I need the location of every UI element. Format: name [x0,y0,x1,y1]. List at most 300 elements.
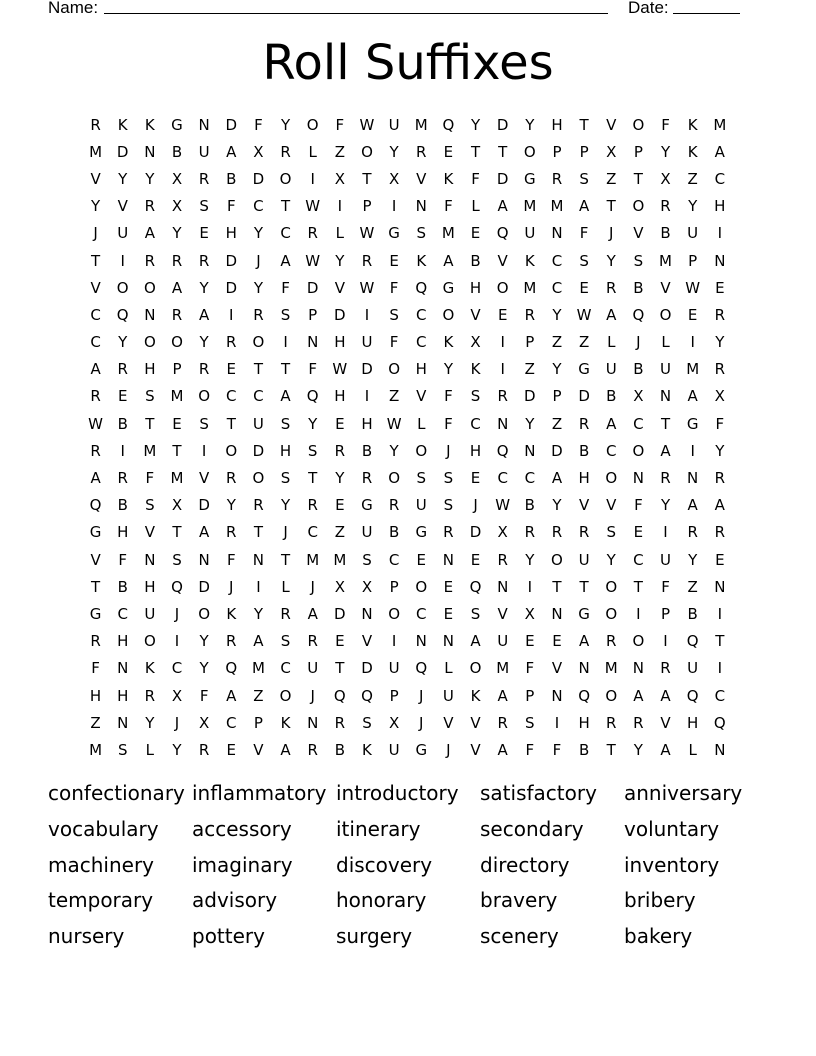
grid-letter: Y [389,142,399,161]
grid-letter: A [443,251,454,270]
grid-letter: K [144,115,155,134]
grid-letter: N [117,659,129,678]
grid-letter: X [334,577,345,596]
grid-letter: I [690,441,695,460]
grid-letter: S [117,740,128,759]
grid-letter: T [470,142,481,161]
grid-letter: V [199,469,210,488]
grid-letter: O [551,550,563,569]
grid-letter: A [606,305,617,324]
grid-letter: A [714,142,725,161]
grid-letter: R [660,197,671,216]
grid-letter: B [606,387,617,406]
grid-letter: J [446,441,451,460]
grid-letter: R [144,251,156,270]
grid-letter: R [334,713,346,732]
grid-letter: S [606,523,616,542]
grid-letter: E [226,360,237,379]
grid-letter: O [496,278,509,297]
grid-letter: T [606,740,616,759]
grid-letter: O [143,632,156,651]
grid-letter: K [687,142,698,161]
grid-letter: O [252,333,265,352]
grid-letter: P [308,305,318,324]
grid-letter: M [659,251,672,270]
grid-letter: C [551,251,563,270]
grid-letter: M [89,740,103,759]
grid-letter: R [443,523,454,542]
grid-letter: E [172,414,182,433]
grid-letter: Y [280,496,291,515]
grid-letter: Y [715,441,725,460]
grid-letter: X [171,496,183,515]
grid-letter: Q [496,224,509,243]
grid-letter: N [497,577,509,596]
grid-letter: Z [90,713,101,732]
grid-letter: T [145,414,155,433]
grid-letter: A [606,414,617,433]
grid-letter: A [578,197,590,216]
grid-letter: X [388,713,400,732]
word-bank [48,776,788,955]
grid-letter: A [90,360,101,379]
grid-letter: Y [525,550,535,569]
grid-letter: V [253,740,264,759]
grid-letter: R [606,278,617,297]
grid-letter: C [117,604,128,623]
grid-letter: Z [388,387,400,406]
word-bank-item: anniversary [624,781,743,805]
grid-letter: S [443,469,454,488]
grid-letter: R [361,469,373,488]
grid-letter: R [660,659,671,678]
grid-letter: P [389,577,399,596]
grid-letter: E [443,142,454,161]
grid-letter: H [469,441,482,460]
grid-letter: A [280,740,291,759]
grid-letter: F [715,414,725,433]
grid-letter: A [144,224,155,243]
grid-letter: F [91,659,100,678]
grid-letter: N [252,550,265,569]
grid-letter: U [660,550,672,569]
grid-letter: A [497,686,508,705]
grid-letter: E [443,577,454,596]
grid-letter: X [388,169,400,188]
grid-letter: A [470,632,481,651]
grid-letter: N [714,740,726,759]
grid-letter: T [90,577,101,596]
grid-letter: V [606,115,617,134]
word-bank-item: imaginary [192,852,293,877]
grid-letter: M [713,115,727,134]
grid-letter: J [93,224,98,243]
grid-letter: S [470,604,481,623]
grid-letter: A [253,632,264,651]
grid-letter: S [525,713,535,732]
grid-letter: G [524,169,536,188]
grid-letter: A [497,740,508,759]
grid-letter: N [497,414,509,433]
grid-letter: V [606,496,617,515]
grid-letter: S [280,305,291,324]
grid-letter: Y [715,333,725,352]
grid-letter: S [362,713,372,732]
grid-letter: C [171,659,183,678]
grid-letter: E [389,251,399,270]
grid-letter: W [359,115,375,134]
grid-letter: Q [306,387,319,406]
grid-letter: T [633,577,643,596]
grid-letter: Y [118,169,128,188]
grid-letter: O [605,604,618,623]
grid-letter: N [307,333,319,352]
grid-letter: I [337,197,343,216]
grid-letter: E [199,224,209,243]
grid-letter: L [471,197,480,216]
grid-letter: T [226,414,236,433]
word-bank-item: inflammatory [192,781,327,805]
grid-letter: Y [253,224,263,243]
grid-letter: F [308,360,318,379]
grid-letter: R [578,414,590,433]
grid-letter: U [388,740,400,759]
grid-letter: R [416,142,427,161]
grid-letter: N [144,305,156,324]
grid-letter: N [578,659,590,678]
grid-letter: D [551,441,563,460]
grid-letter: Y [660,142,671,161]
grid-letter: N [632,659,644,678]
grid-letter: F [118,550,128,569]
grid-letter: N [551,604,563,623]
grid-letter: O [632,197,645,216]
grid-letter: P [661,604,671,623]
grid-letter: Y [226,496,236,515]
grid-letter: I [527,577,533,596]
grid-letter: X [253,142,264,161]
grid-letter: U [198,142,210,161]
grid-letter: W [386,414,402,433]
grid-letter: T [280,550,291,569]
grid-letter: Q [415,659,428,678]
grid-letter: D [252,169,265,188]
grid-letter: H [117,686,129,705]
grid-letter: H [225,224,237,243]
grid-letter: E [117,387,128,406]
grid-letter: M [441,224,455,243]
grid-letter: R [524,523,536,542]
grid-letter: C [714,686,726,705]
grid-letter: N [632,469,644,488]
grid-letter: T [280,360,291,379]
grid-letter: T [633,169,643,188]
grid-letter: O [279,686,292,705]
grid-letter: D [306,278,319,297]
word-bank-item: secondary [480,816,584,841]
grid-letter: O [116,278,129,297]
grid-letter: E [633,523,644,542]
grid-letter: A [687,387,698,406]
grid-letter: M [333,550,347,569]
grid-letter: A [171,278,183,297]
grid-letter: K [470,686,481,705]
grid-letter: S [579,251,589,270]
grid-letter: A [551,469,563,488]
grid-letter: K [524,251,535,270]
grid-letter: A [199,523,210,542]
word-bank-item: bakery [624,924,693,949]
grid-letter: E [497,305,508,324]
grid-letter: O [442,305,455,324]
grid-letter: A [714,496,725,515]
grid-letter: P [525,333,535,352]
grid-letter: L [417,414,426,433]
grid-letter: B [578,441,590,460]
grid-letter: R [687,523,698,542]
grid-letter: Y [552,360,562,379]
grid-letter: Q [632,305,645,324]
grid-letter: K [226,604,237,623]
word-bank-item: bravery [480,888,558,913]
grid-letter: E [226,740,237,759]
grid-letter: Z [253,686,264,705]
grid-letter: D [334,604,346,623]
grid-letter: R [334,441,346,460]
grid-letter: D [524,387,536,406]
grid-letter: L [145,740,155,759]
grid-letter: I [717,224,723,243]
grid-letter: H [279,441,292,460]
grid-letter: I [364,305,370,324]
grid-letter: F [281,278,290,297]
grid-letter: Y [172,224,182,243]
grid-letter: R [253,496,264,515]
grid-letter: W [359,224,375,243]
grid-letter: B [524,496,535,515]
grid-letter: W [576,305,592,324]
grid-letter: R [144,686,156,705]
grid-letter: R [524,305,536,324]
grid-letter: O [143,278,156,297]
grid-letter: O [605,469,618,488]
grid-letter: V [90,169,101,188]
grid-letter: J [310,577,315,596]
grid-letter: I [391,632,397,651]
word-bank-item: honorary [336,888,427,913]
grid-letter: E [715,278,725,297]
grid-letter: A [226,686,237,705]
grid-letter: P [362,197,372,216]
grid-letter: V [660,713,671,732]
grid-letter: J [636,333,641,352]
grid-letter: M [523,278,537,297]
grid-letter: S [470,387,481,406]
grid-letter: S [280,414,291,433]
grid-letter: A [307,604,318,623]
grid-letter: F [199,686,209,705]
grid-letter: Q [225,659,238,678]
grid-letter: Z [334,523,345,542]
grid-letter: G [442,278,455,297]
grid-letter: B [334,740,345,759]
grid-letter: S [280,469,291,488]
grid-letter: B [117,496,128,515]
grid-letter: V [551,659,563,678]
grid-letter: R [144,197,156,216]
grid-letter: F [552,740,562,759]
grid-letter: P [253,713,263,732]
grid-letter: D [225,278,238,297]
grid-letter: O [388,604,401,623]
grid-letter: J [446,740,451,759]
grid-letter: F [389,333,399,352]
grid-letter: O [388,360,401,379]
grid-letter: N [361,604,373,623]
grid-letter: F [661,115,670,134]
grid-letter: N [442,632,455,651]
grid-letter: T [335,659,345,678]
grid-letter: R [198,740,210,759]
grid-letter: R [551,523,563,542]
grid-letter: M [89,142,103,161]
grid-letter: O [361,142,373,161]
grid-letter: N [415,197,427,216]
grid-letter: C [90,333,101,352]
grid-letter: S [416,224,427,243]
grid-letter: J [310,686,315,705]
grid-letter: G [415,740,428,759]
grid-letter: O [279,169,292,188]
grid-letter: H [714,197,726,216]
grid-letter: K [687,115,698,134]
grid-letter: V [470,740,481,759]
grid-letter: O [415,441,428,460]
grid-letter: T [579,115,589,134]
word-bank-item: surgery [336,924,413,949]
grid-letter: N [307,713,319,732]
grid-letter: C [416,604,427,623]
name-label: Name: [48,0,99,17]
grid-letter: H [144,577,156,596]
grid-letter: X [714,387,725,406]
grid-letter: C [416,305,427,324]
grid-letter: X [171,169,183,188]
grid-letter: A [660,441,671,460]
grid-letter: T [606,197,616,216]
word-bank-item: itinerary [336,816,421,841]
grid-letter: U [117,224,129,243]
grid-letter: O [225,441,238,460]
grid-letter: B [117,414,128,433]
grid-letter: R [226,469,237,488]
grid-letter: Q [713,713,726,732]
grid-letter: G [686,414,699,433]
grid-letter: I [283,333,288,352]
word-bank-item: confectionary [48,781,185,805]
grid-letter: C [226,713,237,732]
grid-letter: X [524,604,535,623]
grid-letter: M [306,550,320,569]
word-bank-item: advisory [192,888,278,913]
grid-letter: R [198,360,210,379]
grid-letter: R [633,713,644,732]
grid-letter: H [117,632,129,651]
grid-letter: Y [470,115,481,134]
grid-letter: N [551,686,563,705]
grid-letter: E [335,496,345,515]
grid-letter: Y [145,169,155,188]
grid-letter: U [524,224,536,243]
grid-letter: M [604,659,618,678]
grid-letter: T [552,577,562,596]
grid-letter: Y [172,740,182,759]
grid-letter: D [225,115,238,134]
grid-letter: K [470,360,481,379]
grid-letter: O [143,333,156,352]
grid-letter: H [89,686,102,705]
grid-letter: V [117,197,128,216]
grid-letter: R [307,224,318,243]
grid-letter: L [308,142,317,161]
grid-letter: K [280,713,291,732]
grid-letter: U [660,360,672,379]
grid-letter: B [388,523,400,542]
grid-letter: I [717,604,723,623]
grid-letter: E [470,224,481,243]
grid-letter: A [280,387,291,406]
grid-letter: U [578,550,590,569]
grid-letter: G [89,523,102,542]
grid-letter: R [226,523,237,542]
grid-letter: M [170,387,184,406]
grid-letter: E [687,305,698,324]
grid-letter: C [606,441,617,460]
grid-letter: R [714,360,726,379]
grid-letter: C [90,305,101,324]
grid-letter: I [636,604,641,623]
grid-letter: T [308,469,318,488]
grid-letter: D [116,142,129,161]
grid-letter: I [256,577,261,596]
grid-letter: U [307,659,319,678]
grid-letter: I [201,441,207,460]
grid-letter: S [443,496,454,515]
word-bank-item: accessory [192,816,292,841]
grid-letter: T [172,441,182,460]
grid-letter: Y [199,333,209,352]
grid-letter: U [361,523,373,542]
grid-letter: E [579,278,589,297]
grid-letter: N [198,550,210,569]
grid-letter: R [307,496,318,515]
grid-letter: W [332,360,348,379]
grid-letter: I [174,632,180,651]
grid-letter: O [415,577,428,596]
grid-letter: E [715,550,725,569]
grid-letter: E [416,550,426,569]
grid-letter: R [171,305,183,324]
grid-letter: B [660,224,671,243]
grid-letter: C [280,659,291,678]
grid-letter: W [88,414,103,433]
grid-letter: A [90,469,101,488]
grid-letter: F [471,169,480,188]
grid-letter: E [470,469,481,488]
grid-letter: R [90,115,101,134]
grid-letter: S [579,169,589,188]
grid-letter: W [685,278,701,297]
